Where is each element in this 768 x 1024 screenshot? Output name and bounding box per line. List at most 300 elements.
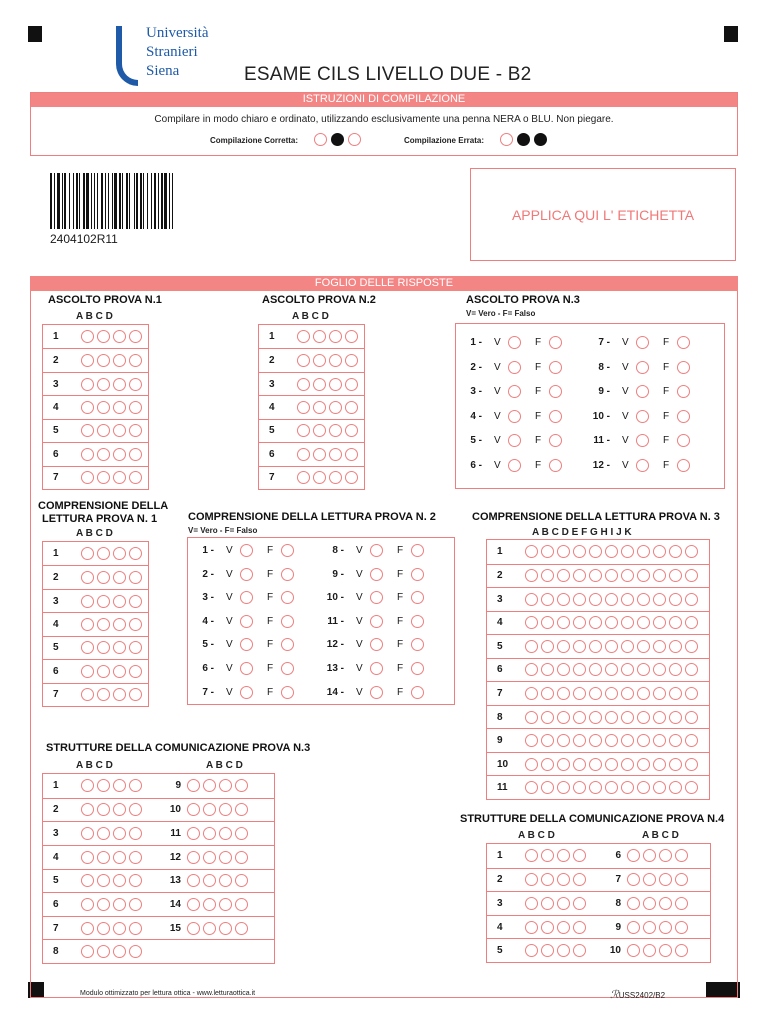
answer-bubble[interactable] xyxy=(113,571,126,584)
true-bubble[interactable] xyxy=(240,686,253,699)
false-bubble[interactable] xyxy=(549,410,562,423)
answer-bubble[interactable] xyxy=(541,687,554,700)
answer-bubble[interactable] xyxy=(81,595,94,608)
answer-bubble[interactable] xyxy=(541,758,554,771)
answer-bubble[interactable] xyxy=(621,593,634,606)
answer-bubble[interactable] xyxy=(187,898,200,911)
answer-bubble[interactable] xyxy=(129,945,142,958)
answer-bubble[interactable] xyxy=(235,851,248,864)
answer-bubble[interactable] xyxy=(669,593,682,606)
answer-bubble[interactable] xyxy=(187,922,200,935)
answer-bubble[interactable] xyxy=(573,687,586,700)
answer-bubble[interactable] xyxy=(219,922,232,935)
answer-bubble[interactable] xyxy=(297,330,310,343)
answer-bubble[interactable] xyxy=(97,354,110,367)
true-bubble[interactable] xyxy=(370,591,383,604)
false-bubble[interactable] xyxy=(677,459,690,472)
answer-bubble[interactable] xyxy=(113,874,126,887)
answer-bubble[interactable] xyxy=(653,569,666,582)
answer-bubble[interactable] xyxy=(313,401,326,414)
answer-bubble[interactable] xyxy=(627,897,640,910)
answer-bubble[interactable] xyxy=(97,448,110,461)
answer-bubble[interactable] xyxy=(129,595,142,608)
answer-bubble[interactable] xyxy=(113,448,126,461)
answer-bubble[interactable] xyxy=(685,663,698,676)
answer-bubble[interactable] xyxy=(129,471,142,484)
answer-bubble[interactable] xyxy=(557,711,570,724)
false-bubble[interactable] xyxy=(549,336,562,349)
answer-bubble[interactable] xyxy=(525,711,538,724)
answer-bubble[interactable] xyxy=(235,922,248,935)
answer-bubble[interactable] xyxy=(685,640,698,653)
answer-bubble[interactable] xyxy=(129,378,142,391)
answer-bubble[interactable] xyxy=(637,711,650,724)
true-bubble[interactable] xyxy=(508,459,521,472)
answer-bubble[interactable] xyxy=(203,851,216,864)
answer-bubble[interactable] xyxy=(129,898,142,911)
answer-bubble[interactable] xyxy=(313,378,326,391)
answer-bubble[interactable] xyxy=(313,448,326,461)
true-bubble[interactable] xyxy=(636,361,649,374)
answer-bubble[interactable] xyxy=(81,354,94,367)
answer-bubble[interactable] xyxy=(97,898,110,911)
answer-bubble[interactable] xyxy=(643,944,656,957)
answer-bubble[interactable] xyxy=(557,758,570,771)
answer-bubble[interactable] xyxy=(685,616,698,629)
true-bubble[interactable] xyxy=(240,591,253,604)
answer-bubble[interactable] xyxy=(525,897,538,910)
answer-bubble[interactable] xyxy=(81,641,94,654)
answer-bubble[interactable] xyxy=(541,545,554,558)
answer-bubble[interactable] xyxy=(541,921,554,934)
answer-bubble[interactable] xyxy=(589,687,602,700)
true-bubble[interactable] xyxy=(508,361,521,374)
answer-bubble[interactable] xyxy=(129,803,142,816)
answer-bubble[interactable] xyxy=(219,851,232,864)
answer-bubble[interactable] xyxy=(573,711,586,724)
answer-bubble[interactable] xyxy=(637,687,650,700)
answer-bubble[interactable] xyxy=(97,779,110,792)
answer-bubble[interactable] xyxy=(97,571,110,584)
answer-bubble[interactable] xyxy=(669,545,682,558)
answer-bubble[interactable] xyxy=(113,922,126,935)
false-bubble[interactable] xyxy=(281,544,294,557)
answer-bubble[interactable] xyxy=(541,569,554,582)
answer-bubble[interactable] xyxy=(621,687,634,700)
answer-bubble[interactable] xyxy=(541,944,554,957)
true-bubble[interactable] xyxy=(370,686,383,699)
answer-bubble[interactable] xyxy=(297,401,310,414)
false-bubble[interactable] xyxy=(677,385,690,398)
answer-bubble[interactable] xyxy=(669,569,682,582)
answer-bubble[interactable] xyxy=(113,618,126,631)
answer-bubble[interactable] xyxy=(675,921,688,934)
answer-bubble[interactable] xyxy=(589,663,602,676)
answer-bubble[interactable] xyxy=(621,663,634,676)
answer-bubble[interactable] xyxy=(113,424,126,437)
answer-bubble[interactable] xyxy=(129,665,142,678)
answer-bubble[interactable] xyxy=(541,711,554,724)
answer-bubble[interactable] xyxy=(621,640,634,653)
answer-bubble[interactable] xyxy=(525,921,538,934)
answer-bubble[interactable] xyxy=(621,758,634,771)
answer-bubble[interactable] xyxy=(113,378,126,391)
answer-bubble[interactable] xyxy=(129,618,142,631)
answer-bubble[interactable] xyxy=(345,401,358,414)
false-bubble[interactable] xyxy=(411,544,424,557)
answer-bubble[interactable] xyxy=(643,897,656,910)
answer-bubble[interactable] xyxy=(129,874,142,887)
answer-bubble[interactable] xyxy=(113,945,126,958)
answer-bubble[interactable] xyxy=(525,569,538,582)
answer-bubble[interactable] xyxy=(653,687,666,700)
answer-bubble[interactable] xyxy=(81,803,94,816)
answer-bubble[interactable] xyxy=(329,448,342,461)
answer-bubble[interactable] xyxy=(525,593,538,606)
true-bubble[interactable] xyxy=(240,638,253,651)
answer-bubble[interactable] xyxy=(81,779,94,792)
answer-bubble[interactable] xyxy=(129,827,142,840)
answer-bubble[interactable] xyxy=(573,921,586,934)
true-bubble[interactable] xyxy=(636,410,649,423)
answer-bubble[interactable] xyxy=(659,944,672,957)
answer-bubble[interactable] xyxy=(653,593,666,606)
answer-bubble[interactable] xyxy=(329,378,342,391)
false-bubble[interactable] xyxy=(281,662,294,675)
answer-bubble[interactable] xyxy=(81,851,94,864)
answer-bubble[interactable] xyxy=(81,401,94,414)
answer-bubble[interactable] xyxy=(685,781,698,794)
answer-bubble[interactable] xyxy=(129,851,142,864)
answer-bubble[interactable] xyxy=(313,354,326,367)
answer-bubble[interactable] xyxy=(653,711,666,724)
answer-bubble[interactable] xyxy=(557,781,570,794)
answer-bubble[interactable] xyxy=(605,569,618,582)
answer-bubble[interactable] xyxy=(605,711,618,724)
answer-bubble[interactable] xyxy=(525,849,538,862)
answer-bubble[interactable] xyxy=(297,424,310,437)
answer-bubble[interactable] xyxy=(541,593,554,606)
answer-bubble[interactable] xyxy=(557,944,570,957)
answer-bubble[interactable] xyxy=(525,734,538,747)
answer-bubble[interactable] xyxy=(97,618,110,631)
answer-bubble[interactable] xyxy=(187,803,200,816)
answer-bubble[interactable] xyxy=(685,758,698,771)
answer-bubble[interactable] xyxy=(557,616,570,629)
answer-bubble[interactable] xyxy=(313,330,326,343)
answer-bubble[interactable] xyxy=(659,849,672,862)
answer-bubble[interactable] xyxy=(97,378,110,391)
answer-bubble[interactable] xyxy=(129,424,142,437)
false-bubble[interactable] xyxy=(549,434,562,447)
answer-bubble[interactable] xyxy=(669,711,682,724)
false-bubble[interactable] xyxy=(281,638,294,651)
answer-bubble[interactable] xyxy=(97,827,110,840)
answer-bubble[interactable] xyxy=(589,569,602,582)
answer-bubble[interactable] xyxy=(81,448,94,461)
false-bubble[interactable] xyxy=(549,459,562,472)
answer-bubble[interactable] xyxy=(637,593,650,606)
answer-bubble[interactable] xyxy=(97,922,110,935)
answer-bubble[interactable] xyxy=(605,687,618,700)
answer-bubble[interactable] xyxy=(81,922,94,935)
answer-bubble[interactable] xyxy=(525,781,538,794)
answer-bubble[interactable] xyxy=(557,640,570,653)
answer-bubble[interactable] xyxy=(605,734,618,747)
answer-bubble[interactable] xyxy=(297,471,310,484)
true-bubble[interactable] xyxy=(240,615,253,628)
answer-bubble[interactable] xyxy=(113,851,126,864)
answer-bubble[interactable] xyxy=(97,547,110,560)
answer-bubble[interactable] xyxy=(589,758,602,771)
answer-bubble[interactable] xyxy=(297,354,310,367)
answer-bubble[interactable] xyxy=(541,781,554,794)
answer-bubble[interactable] xyxy=(573,734,586,747)
answer-bubble[interactable] xyxy=(81,618,94,631)
answer-bubble[interactable] xyxy=(685,687,698,700)
answer-bubble[interactable] xyxy=(621,711,634,724)
answer-bubble[interactable] xyxy=(557,734,570,747)
answer-bubble[interactable] xyxy=(659,873,672,886)
answer-bubble[interactable] xyxy=(129,922,142,935)
true-bubble[interactable] xyxy=(636,459,649,472)
true-bubble[interactable] xyxy=(508,336,521,349)
answer-bubble[interactable] xyxy=(81,471,94,484)
false-bubble[interactable] xyxy=(411,615,424,628)
answer-bubble[interactable] xyxy=(541,640,554,653)
answer-bubble[interactable] xyxy=(637,616,650,629)
answer-bubble[interactable] xyxy=(627,944,640,957)
answer-bubble[interactable] xyxy=(605,640,618,653)
true-bubble[interactable] xyxy=(636,336,649,349)
false-bubble[interactable] xyxy=(677,410,690,423)
answer-bubble[interactable] xyxy=(675,897,688,910)
answer-bubble[interactable] xyxy=(235,827,248,840)
answer-bubble[interactable] xyxy=(669,640,682,653)
false-bubble[interactable] xyxy=(281,591,294,604)
answer-bubble[interactable] xyxy=(589,593,602,606)
answer-bubble[interactable] xyxy=(653,758,666,771)
answer-bubble[interactable] xyxy=(621,616,634,629)
answer-bubble[interactable] xyxy=(81,424,94,437)
answer-bubble[interactable] xyxy=(129,401,142,414)
answer-bubble[interactable] xyxy=(637,569,650,582)
answer-bubble[interactable] xyxy=(345,448,358,461)
answer-bubble[interactable] xyxy=(659,921,672,934)
answer-bubble[interactable] xyxy=(525,758,538,771)
true-bubble[interactable] xyxy=(370,662,383,675)
answer-bubble[interactable] xyxy=(525,616,538,629)
answer-bubble[interactable] xyxy=(589,734,602,747)
answer-bubble[interactable] xyxy=(81,898,94,911)
answer-bubble[interactable] xyxy=(97,851,110,864)
false-bubble[interactable] xyxy=(411,591,424,604)
answer-bubble[interactable] xyxy=(557,545,570,558)
answer-bubble[interactable] xyxy=(129,354,142,367)
answer-bubble[interactable] xyxy=(97,945,110,958)
answer-bubble[interactable] xyxy=(685,569,698,582)
answer-bubble[interactable] xyxy=(129,547,142,560)
answer-bubble[interactable] xyxy=(589,616,602,629)
answer-bubble[interactable] xyxy=(113,688,126,701)
answer-bubble[interactable] xyxy=(525,545,538,558)
answer-bubble[interactable] xyxy=(621,781,634,794)
answer-bubble[interactable] xyxy=(637,640,650,653)
answer-bubble[interactable] xyxy=(573,663,586,676)
answer-bubble[interactable] xyxy=(81,547,94,560)
answer-bubble[interactable] xyxy=(557,593,570,606)
answer-bubble[interactable] xyxy=(97,424,110,437)
answer-bubble[interactable] xyxy=(113,779,126,792)
answer-bubble[interactable] xyxy=(659,897,672,910)
answer-bubble[interactable] xyxy=(219,827,232,840)
answer-bubble[interactable] xyxy=(525,873,538,886)
answer-bubble[interactable] xyxy=(605,545,618,558)
answer-bubble[interactable] xyxy=(203,779,216,792)
true-bubble[interactable] xyxy=(370,638,383,651)
false-bubble[interactable] xyxy=(411,568,424,581)
answer-bubble[interactable] xyxy=(605,663,618,676)
true-bubble[interactable] xyxy=(370,615,383,628)
answer-bubble[interactable] xyxy=(557,569,570,582)
answer-bubble[interactable] xyxy=(637,663,650,676)
false-bubble[interactable] xyxy=(281,568,294,581)
answer-bubble[interactable] xyxy=(589,711,602,724)
answer-bubble[interactable] xyxy=(573,593,586,606)
answer-bubble[interactable] xyxy=(297,448,310,461)
answer-bubble[interactable] xyxy=(129,448,142,461)
answer-bubble[interactable] xyxy=(637,545,650,558)
answer-bubble[interactable] xyxy=(573,781,586,794)
answer-bubble[interactable] xyxy=(81,330,94,343)
answer-bubble[interactable] xyxy=(621,734,634,747)
answer-bubble[interactable] xyxy=(81,665,94,678)
answer-bubble[interactable] xyxy=(525,663,538,676)
answer-bubble[interactable] xyxy=(81,827,94,840)
true-bubble[interactable] xyxy=(508,434,521,447)
answer-bubble[interactable] xyxy=(97,595,110,608)
answer-bubble[interactable] xyxy=(541,873,554,886)
answer-bubble[interactable] xyxy=(627,849,640,862)
false-bubble[interactable] xyxy=(549,385,562,398)
answer-bubble[interactable] xyxy=(97,665,110,678)
false-bubble[interactable] xyxy=(411,662,424,675)
answer-bubble[interactable] xyxy=(129,779,142,792)
answer-bubble[interactable] xyxy=(313,471,326,484)
answer-bubble[interactable] xyxy=(129,330,142,343)
answer-bubble[interactable] xyxy=(525,687,538,700)
false-bubble[interactable] xyxy=(411,638,424,651)
false-bubble[interactable] xyxy=(677,361,690,374)
answer-bubble[interactable] xyxy=(329,424,342,437)
answer-bubble[interactable] xyxy=(187,827,200,840)
answer-bubble[interactable] xyxy=(81,378,94,391)
answer-bubble[interactable] xyxy=(541,849,554,862)
answer-bubble[interactable] xyxy=(81,571,94,584)
true-bubble[interactable] xyxy=(508,385,521,398)
true-bubble[interactable] xyxy=(508,410,521,423)
answer-bubble[interactable] xyxy=(573,897,586,910)
answer-bubble[interactable] xyxy=(637,758,650,771)
true-bubble[interactable] xyxy=(240,568,253,581)
answer-bubble[interactable] xyxy=(621,569,634,582)
true-bubble[interactable] xyxy=(370,568,383,581)
false-bubble[interactable] xyxy=(411,686,424,699)
answer-bubble[interactable] xyxy=(235,874,248,887)
answer-bubble[interactable] xyxy=(113,641,126,654)
answer-bubble[interactable] xyxy=(297,378,310,391)
answer-bubble[interactable] xyxy=(113,803,126,816)
answer-bubble[interactable] xyxy=(97,471,110,484)
answer-bubble[interactable] xyxy=(621,545,634,558)
answer-bubble[interactable] xyxy=(637,781,650,794)
answer-bubble[interactable] xyxy=(113,547,126,560)
true-bubble[interactable] xyxy=(370,544,383,557)
answer-bubble[interactable] xyxy=(605,781,618,794)
answer-bubble[interactable] xyxy=(685,711,698,724)
answer-bubble[interactable] xyxy=(219,803,232,816)
answer-bubble[interactable] xyxy=(97,330,110,343)
answer-bubble[interactable] xyxy=(685,734,698,747)
answer-bubble[interactable] xyxy=(97,401,110,414)
answer-bubble[interactable] xyxy=(541,616,554,629)
answer-bubble[interactable] xyxy=(541,663,554,676)
answer-bubble[interactable] xyxy=(557,921,570,934)
answer-bubble[interactable] xyxy=(113,898,126,911)
answer-bubble[interactable] xyxy=(669,734,682,747)
answer-bubble[interactable] xyxy=(637,734,650,747)
answer-bubble[interactable] xyxy=(345,330,358,343)
answer-bubble[interactable] xyxy=(573,545,586,558)
answer-bubble[interactable] xyxy=(329,401,342,414)
answer-bubble[interactable] xyxy=(643,921,656,934)
answer-bubble[interactable] xyxy=(669,663,682,676)
false-bubble[interactable] xyxy=(281,615,294,628)
answer-bubble[interactable] xyxy=(605,616,618,629)
answer-bubble[interactable] xyxy=(541,897,554,910)
answer-bubble[interactable] xyxy=(345,424,358,437)
answer-bubble[interactable] xyxy=(129,688,142,701)
answer-bubble[interactable] xyxy=(235,779,248,792)
answer-bubble[interactable] xyxy=(573,849,586,862)
answer-bubble[interactable] xyxy=(525,640,538,653)
answer-bubble[interactable] xyxy=(203,827,216,840)
answer-bubble[interactable] xyxy=(557,663,570,676)
answer-bubble[interactable] xyxy=(675,873,688,886)
false-bubble[interactable] xyxy=(677,336,690,349)
answer-bubble[interactable] xyxy=(669,687,682,700)
answer-bubble[interactable] xyxy=(589,545,602,558)
answer-bubble[interactable] xyxy=(313,424,326,437)
answer-bubble[interactable] xyxy=(627,921,640,934)
answer-bubble[interactable] xyxy=(573,616,586,629)
true-bubble[interactable] xyxy=(636,434,649,447)
false-bubble[interactable] xyxy=(549,361,562,374)
answer-bubble[interactable] xyxy=(329,471,342,484)
answer-bubble[interactable] xyxy=(113,665,126,678)
answer-bubble[interactable] xyxy=(81,945,94,958)
answer-bubble[interactable] xyxy=(653,663,666,676)
answer-bubble[interactable] xyxy=(627,873,640,886)
answer-bubble[interactable] xyxy=(187,779,200,792)
answer-bubble[interactable] xyxy=(97,803,110,816)
answer-bubble[interactable] xyxy=(605,758,618,771)
answer-bubble[interactable] xyxy=(557,687,570,700)
answer-bubble[interactable] xyxy=(345,471,358,484)
answer-bubble[interactable] xyxy=(235,898,248,911)
answer-bubble[interactable] xyxy=(643,849,656,862)
answer-bubble[interactable] xyxy=(557,873,570,886)
